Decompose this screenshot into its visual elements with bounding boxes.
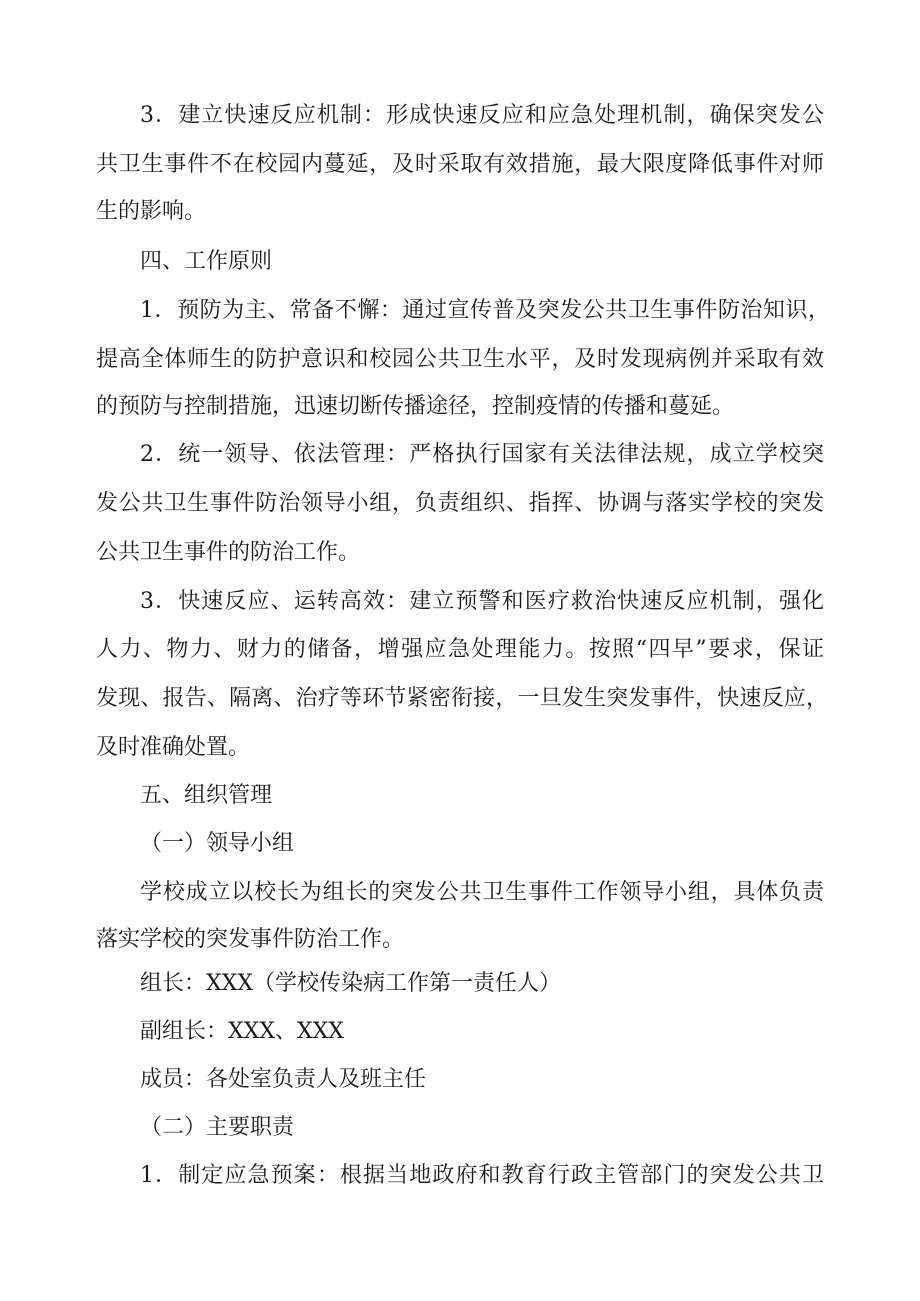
paragraph-line: 共卫生事件不在校园内蔓延，及时采取有效措施，最大限度降低事件对师 — [96, 152, 824, 177]
paragraph-line: 1．制定应急预案：根据当地政府和教育行政主管部门的突发公共卫 — [140, 1163, 824, 1188]
paragraph-line: 学校成立以校长为组长的突发公共卫生事件工作领导小组，具体负责 — [140, 880, 824, 905]
paragraph-line: 落实学校的突发事件防治工作。 — [96, 927, 405, 952]
paragraph-line: 人力、物力、财力的储备，增强应急处理能力。按照“四早”要求，保证 — [96, 637, 824, 662]
paragraph-line: 提高全体师生的防护意识和校园公共卫生水平，及时发现病例并采取有效 — [96, 347, 824, 372]
paragraph-line: 2．统一领导、依法管理：严格执行国家有关法律法规，成立学校突 — [140, 442, 824, 467]
leader-line: 组长：XXX（学校传染病工作第一责任人） — [140, 971, 561, 996]
paragraph-line: 3．快速反应、运转高效：建立预警和医疗救治快速反应机制，强化 — [140, 589, 824, 614]
paragraph-line: 公共卫生事件的防治工作。 — [96, 540, 361, 565]
paragraph-line: 1．预防为主、常备不懈：通过宣传普及突发公共卫生事件防治知识， — [140, 298, 830, 323]
paragraph-line: 发现、报告、隔离、治疗等环节紧密衔接，一旦发生突发事件，快速反应， — [96, 686, 828, 711]
paragraph-line: 的预防与控制措施，迅速切断传播途径，控制疫情的传播和蔓延。 — [96, 394, 735, 419]
paragraph-line: 生的影响。 — [96, 199, 207, 224]
deputy-leader-line: 副组长：XXX、XXX — [140, 1019, 344, 1044]
section-heading: 四、工作原则 — [140, 249, 273, 274]
paragraph-line: 及时准确处置。 — [96, 735, 251, 760]
members-line: 成员：各处室负责人及班主任 — [140, 1067, 427, 1092]
paragraph-line: 3．建立快速反应机制：形成快速反应和应急处理机制，确保突发公 — [140, 103, 824, 128]
section-heading: 五、组织管理 — [140, 783, 273, 808]
subsection-heading: （二）主要职责 — [140, 1115, 295, 1140]
paragraph-line: 发公共卫生事件防治领导小组，负责组织、指挥、协调与落实学校的突发 — [96, 491, 824, 516]
subsection-heading: （一）领导小组 — [140, 831, 295, 856]
